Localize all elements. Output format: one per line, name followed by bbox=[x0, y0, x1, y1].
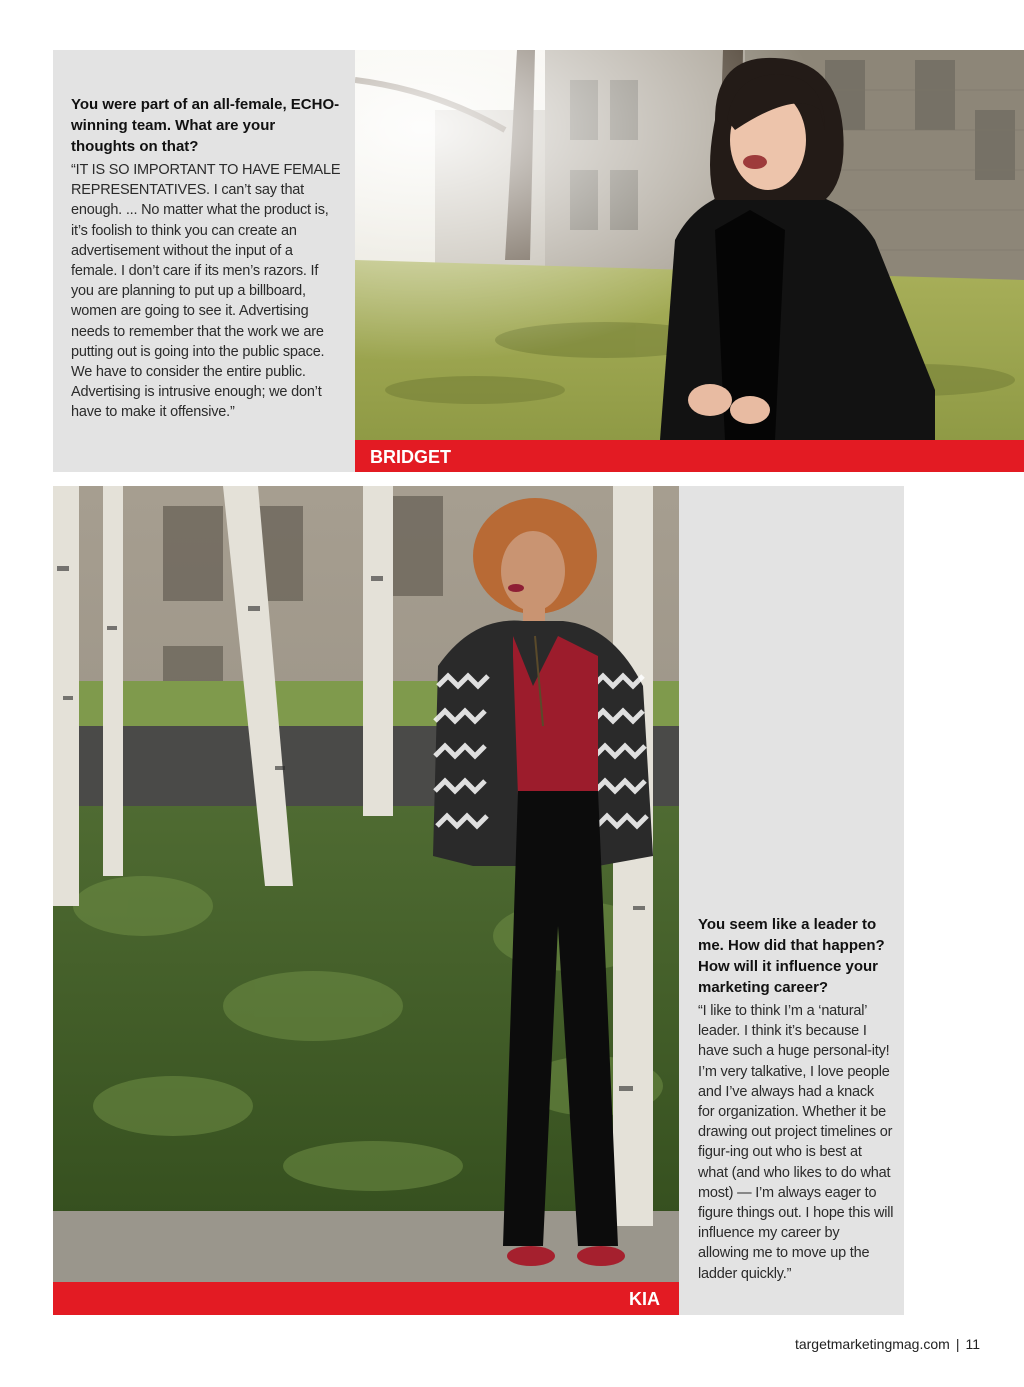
bridget-photo bbox=[355, 50, 1024, 440]
bridget-name-bar bbox=[355, 440, 1024, 472]
kia-photo bbox=[53, 486, 679, 1282]
bridget-name-label: BRIDGET bbox=[370, 447, 451, 467]
kia-answer: “I like to think I’m a ‘natural’ leader. I think it’s because I have such a huge personal-ity! I’m very talkative, I love people and I’ve always had a knack for organization. Whether it be drawing out project timelines or figur-ing out who is best at what (and who likes to do what most) — I’m always eager to figure things out. I hope this will influence my career by allowing me to move up the ladder quickly.” bbox=[698, 1003, 894, 1282]
kia-name-bar bbox=[53, 1282, 679, 1315]
bridget-question: You were part of an all-female, ECHO-winning team. What are your thoughts on that? bbox=[71, 96, 340, 155]
kia-question: You seem like a leader to me. How did that happen? How will it influence your marketing career? bbox=[698, 916, 885, 996]
bridget-interview-text bbox=[71, 94, 341, 423]
kia-name-label: KIA bbox=[629, 1289, 660, 1309]
footer-site: targetmarketingmag.com bbox=[794, 1336, 950, 1352]
kia-interview-text bbox=[698, 914, 894, 1284]
footer-separator: | bbox=[955, 1336, 960, 1352]
page-footer bbox=[700, 1336, 980, 1352]
bridget-answer: “IT IS SO IMPORTANT TO HAVE FEMALE REPRESENTATIVES. I can’t say that enough. ... No matter what the product is, it’s foolish to think you can create an advertisement without the input of a female. I don’t care if its men’s razors. If you are planning to put up a billboard, women are going to see it. Advertising needs to remember that the work we are putting out is going into the public space. We have to consider the entire public. Advertising is intrusive enough; we don’t have to make it offensive.” bbox=[71, 162, 341, 421]
page-number: 11 bbox=[965, 1336, 980, 1352]
